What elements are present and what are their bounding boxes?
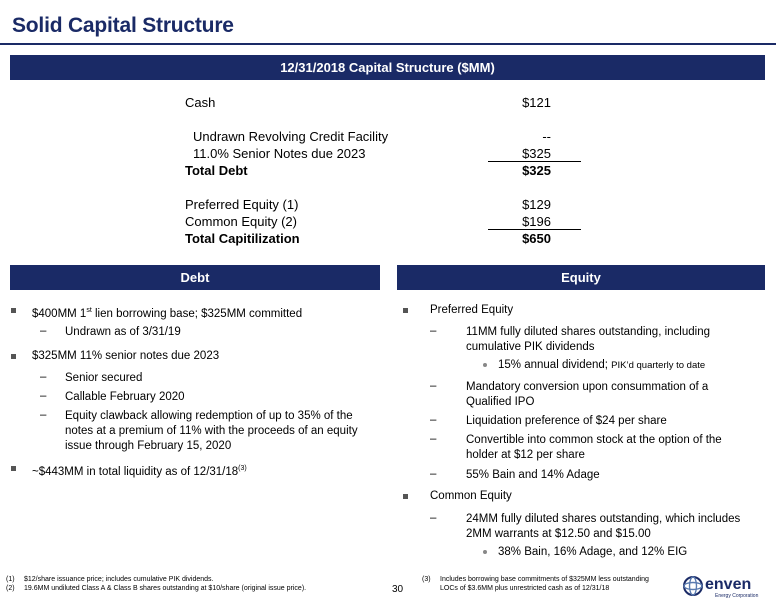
debt-header: Debt (10, 265, 380, 290)
convertible-line-1: Convertible into common stock at the option of the (466, 434, 722, 446)
dash-bullet-icon: – (40, 325, 47, 337)
common-equity-label: Common Equity (2) (185, 214, 297, 229)
equity-bullet-preferred: Preferred Equity (430, 304, 514, 316)
common-shares-line-2: 2MM warrants at $12.50 and $15.00 (466, 528, 651, 540)
cash-value: $121 (522, 95, 551, 110)
equity-underline (488, 229, 581, 230)
footnote-2-number: (2) (6, 585, 15, 592)
dash-bullet-icon: – (430, 325, 437, 337)
equity-dot-common-ownership: 38% Bain, 16% Adage, and 12% EIG (498, 546, 688, 558)
equity-sub-convertible (466, 433, 722, 463)
debt-b1-text: $400MM 1 (32, 307, 87, 320)
debt-underline (488, 161, 581, 162)
capital-structure-banner: 12/31/2018 Capital Structure ($MM) (10, 55, 765, 80)
footnote-1: $12/share issuance price; includes cumulative PIK dividends. (24, 576, 214, 583)
equity-sub-fully-diluted (466, 325, 710, 355)
cash-row (185, 95, 581, 113)
fully-diluted-line-2: cumulative PIK dividends (466, 341, 595, 353)
square-bullet-icon (11, 308, 16, 313)
senior-notes-label: 11.0% Senior Notes due 2023 (193, 146, 366, 161)
clawback-line-1: Equity clawback allowing redemption of up to 35% of the (65, 410, 353, 422)
page-title: Solid Capital Structure (12, 14, 234, 37)
preferred-equity-row (185, 197, 581, 215)
page-number: 30 (392, 584, 404, 595)
title-divider (0, 43, 776, 45)
equity-sub-mandatory-conversion (466, 380, 708, 410)
dash-bullet-icon: – (40, 409, 47, 421)
square-bullet-icon (11, 354, 16, 359)
dash-bullet-icon: – (430, 433, 437, 445)
liquidity-sup: (3) (238, 465, 247, 472)
fully-diluted-line-1: 11MM fully diluted shares outstanding, including (466, 326, 710, 338)
dividend-pik-text: PIK’d quarterly to date (611, 360, 706, 371)
logo-wordmark: enven (705, 576, 752, 593)
dot-bullet-icon (483, 550, 487, 554)
footnote-3-line-1: Includes borrowing base commitments of $325MM less outstanding (440, 576, 649, 583)
common-shares-line-1: 24MM fully diluted shares outstanding, which includes (466, 513, 741, 525)
footnote-3-line-2: LOCs of $3.6MM plus unrestricted cash as of 12/31/18 (440, 585, 610, 592)
debt-bullet-senior-notes: $325MM 11% senior notes due 2023 (32, 350, 220, 362)
dividend-text: 15% annual dividend; (498, 359, 612, 371)
footnote-3 (440, 575, 649, 593)
debt-sub-senior-secured: Senior secured (65, 372, 143, 384)
conversion-line-2: Qualified IPO (466, 396, 535, 408)
preferred-equity-label: Preferred Equity (1) (185, 197, 299, 212)
conversion-line-1: Mandatory conversion upon consummation of a (466, 381, 709, 393)
footnote-1-number: (1) (6, 576, 15, 583)
equity-dot-dividend (498, 358, 705, 373)
dash-bullet-icon: – (430, 468, 437, 480)
liquidity-text: ~$443MM in total liquidity as of 12/31/18 (32, 465, 239, 478)
revolver-row (185, 129, 581, 147)
footnote-3-number: (3) (422, 576, 431, 583)
enven-logo-graphic (682, 572, 776, 600)
revolver-label: Undrawn Revolving Credit Facility (193, 129, 389, 144)
equity-header: Equity (397, 265, 765, 290)
equity-bullet-common: Common Equity (430, 490, 512, 502)
debt-sub-undrawn: Undrawn as of 3/31/19 (65, 326, 181, 338)
square-bullet-icon (403, 308, 408, 313)
senior-notes-value: $325 (522, 146, 551, 161)
dot-bullet-icon (483, 363, 487, 367)
total-capitalization-row (185, 231, 581, 249)
dash-bullet-icon: – (40, 390, 47, 402)
dash-bullet-icon: – (430, 414, 437, 426)
debt-bullet-borrowing-base (32, 303, 302, 322)
preferred-equity-value: $129 (522, 197, 551, 212)
dash-bullet-icon: – (430, 380, 437, 392)
debt-bullet-liquidity (32, 461, 247, 480)
square-bullet-icon (11, 466, 16, 471)
cash-label: Cash (185, 95, 216, 110)
total-debt-value: $325 (522, 163, 551, 178)
clawback-line-2: notes at a premium of 11% with the proceeds of an equity (65, 425, 358, 437)
equity-sub-ownership: 55% Bain and 14% Adage (466, 469, 600, 481)
common-equity-value: $196 (522, 214, 551, 229)
equity-sub-common-shares (466, 512, 740, 542)
square-bullet-icon (403, 494, 408, 499)
total-debt-row (185, 163, 581, 181)
total-capitalization-value: $650 (522, 231, 551, 246)
logo-tagline: Energy Corporation (715, 593, 759, 599)
revolver-value: -- (542, 129, 551, 144)
debt-b1-text-end: lien borrowing base; $325MM committed (91, 307, 303, 320)
enven-logo (682, 572, 776, 600)
debt-sub-callable: Callable February 2020 (65, 391, 185, 403)
debt-sub-clawback (65, 409, 358, 454)
equity-sub-liquidation: Liquidation preference of $24 per share (466, 415, 667, 427)
dash-bullet-icon: – (430, 512, 437, 524)
dash-bullet-icon: – (40, 371, 47, 383)
clawback-line-3: issue through February 15, 2020 (65, 440, 232, 452)
footnote-2: 19.6MM undiluted Class A & Class B shares outstanding at $10/share (original issue price). (24, 585, 307, 592)
convertible-line-2: holder at $12 per share (466, 449, 585, 461)
debt-b1-sup: st (86, 307, 92, 314)
total-capitalization-label: Total Capitilization (185, 231, 300, 246)
total-debt-label: Total Debt (185, 163, 248, 178)
